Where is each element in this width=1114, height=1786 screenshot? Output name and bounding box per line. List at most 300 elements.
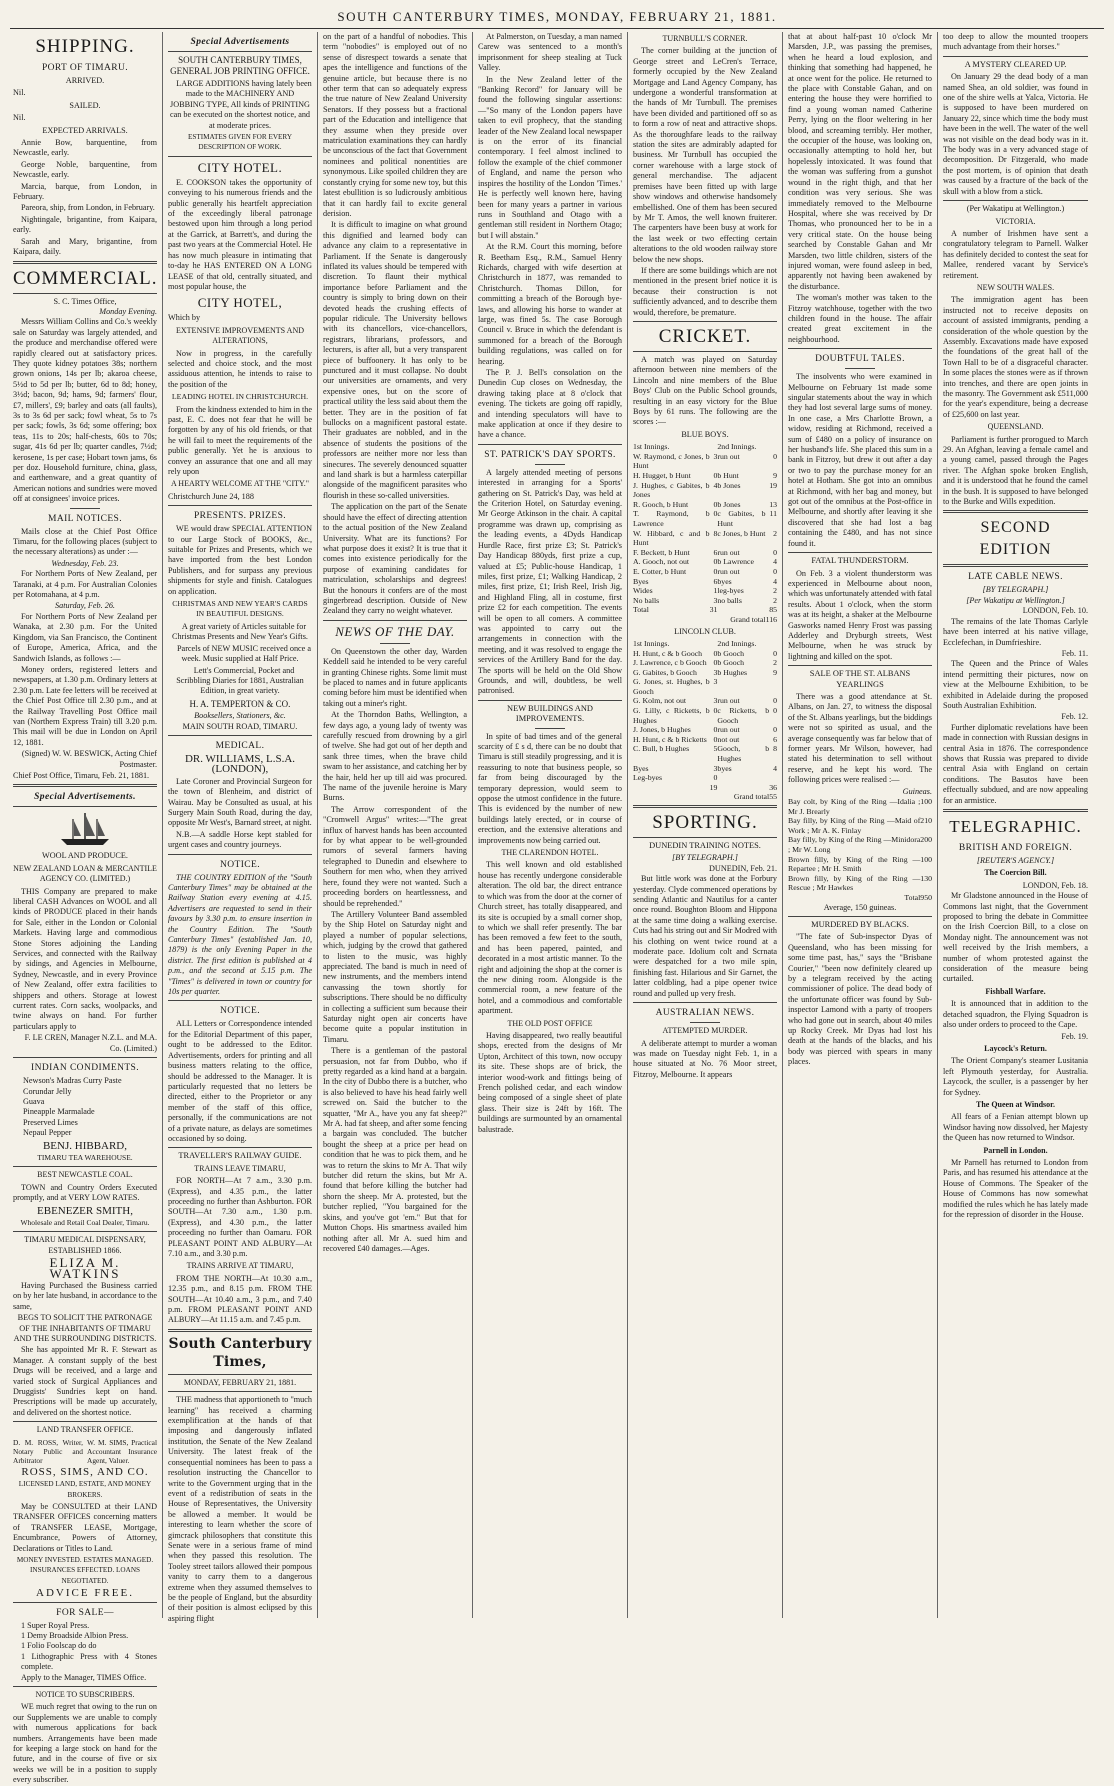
forsale-list [13, 1621, 157, 1673]
hibbard-name: BENJ. HIBBARD, [42, 1139, 128, 1152]
victoria-heading: VICTORIA. [995, 216, 1036, 226]
table-cell: H. Hunt, c & b Gooch [633, 648, 703, 658]
columns [8, 32, 1106, 1785]
laycock-heading: Laycock's Return. [984, 1043, 1047, 1053]
job-printing-heading: SOUTH CANTERBURY TIMES, GENERAL JOB PRINTING OFFICE. [170, 55, 310, 76]
cable-date: Feb. 12. [1061, 712, 1088, 722]
table-cell: Brown filly, by King of the Ring —Repartee ; Mr H. Smith [788, 854, 921, 874]
divider [13, 1231, 157, 1232]
city-hotel-body-3: From the kindness extended to him in the past, E. C. does not fear that he will be forgotten by any of his old friends, or that he will fail to meet the requirements of the public generally. Yet he is anxious to convey an assurance that one and all may rely upon [168, 404, 312, 476]
table-cell: b Gooch [717, 658, 745, 668]
mail-saturday: Saturday, Feb. 26. [55, 601, 115, 611]
laycock-body: The Orient Company's steamer Lusitania left Plymouth yesterday, for Australia. Laycock, the sculler, is a passenger by her for Sydney. [943, 1056, 1088, 1097]
table-cell: 3 [713, 595, 718, 605]
table-cell: Wides [633, 586, 653, 596]
table-cell: 0 [713, 658, 718, 668]
mail-money: Money orders, registered letters and newspapers, at 1.30 p.m. Ordinary letters at 2.30 p.m. Late fee letters will be received at the Chief Post Office till 2.30 p.m., and at the Railway Travelling Post Office mail van (Northern Express Train) till 3.20 p.m. This mail will be due in London on April 12, 1881. [13, 664, 157, 747]
table-cell: b Hunt [717, 471, 739, 480]
turnbull-heading: TURNBULL'S CORNER. [662, 34, 748, 43]
news-paragraph: At the Thorndon Baths, Wellington, a few days ago, a young lady of twenty was carefully rescued from drowning by a girl of twelve. She had got out of her depth and sank three times, when the brave child swam to her assistance, and catching her by the hair, held her up till aid was procured. The name of the juvenile heroine is Mary Burns. [323, 710, 467, 803]
murdered-by-blacks-heading: MURDERED BY BLACKS. [811, 919, 909, 929]
thunderstorm-heading: FATAL THUNDERSTORM. [811, 556, 909, 566]
coercion-heading: The Coercion Bill. [984, 868, 1047, 878]
table-cell: Gooch, b Hughes [717, 744, 770, 764]
divider [168, 1000, 312, 1001]
table-cell: Grand total [730, 614, 766, 624]
table-cell: 55 [769, 792, 777, 802]
table-cell: 0 [713, 648, 718, 658]
mail-heading: MAIL NOTICES. [48, 513, 122, 524]
table-cell: 0 [713, 725, 718, 735]
column-5 [628, 32, 783, 1618]
yearling-sale-rows [788, 797, 932, 893]
watkins-body: Having Purchased the Business carried on by her late husband, in accordance to the same, [13, 1281, 157, 1311]
divider [168, 1374, 312, 1375]
australian-news-heading: AUSTRALIAN NEWS. [655, 1008, 755, 1019]
divider [13, 1686, 157, 1687]
column-1 [8, 32, 163, 1785]
land-body: May be CONSULTED at their LAND TRANSFER OFFICES concerning matters of TRANSFER LEASE, Mortgage, Encumbrance, Powers of Attorney, Declarations or Titles to Land. [13, 1501, 157, 1553]
british-foreign-heading: BRITISH AND FOREIGN. [958, 843, 1073, 853]
country-edition-notice: THE COUNTRY EDITION of the "South Canterbury Times" may be obtained at the Railway Station every evening at 4.15. Advertisers are requested to send in their favours by 3.30 p.m. to ensure insertion in the Country Edition. The "South Canterbury Times" (established Jan. 10, 1879) is the only Evening Paper in the district. The first edition is published at 4 p.m., and the second at 5.15 p.m. The "Times" is delivered in town or country for 10s per quarter. [168, 872, 312, 997]
table-row [633, 481, 777, 500]
arrived-text: Nil. [13, 88, 26, 98]
mail-body: Mails close at the Chief Post Office Timaru, for the following places (subject to the necessary alterations) as under :— [13, 526, 157, 557]
table-cell: 4 [713, 480, 718, 490]
table-cell: 3 [713, 696, 718, 706]
table-cell: b Gooch [717, 648, 745, 658]
table-row [633, 557, 777, 567]
table-cell: 0 [773, 566, 777, 576]
turnbull-body-2: If there are some buildings which are not mentioned in the present brief notice it is because their construction is not sufficiently advanced, and to describe them would, therefore, be premature. [633, 265, 777, 317]
dunedin-body: But little work was done at the Forbury yesterday. Clyde commenced operations by sending Atlantic and Nautilus for a canter once round. Boughton Bloom and Hippona at the same time doing a walking exercise. Cuts had his string out and Sir Modred with his clothing on went twice round at a moderate pace. Idolium colt and Scrnata were despatched for a two mile spin, finishing fast. Hilarious and Sir Garnet, the latter coldbling, had a pipe opener twice round and pulled up very fresh. [633, 874, 777, 998]
cricket-heading: CRICKET. [658, 325, 752, 347]
table-cell [769, 773, 777, 783]
table-cell: C. Bull, b Hughes [633, 744, 690, 754]
divider [943, 56, 1088, 57]
ship-icon [57, 811, 113, 847]
divider [13, 784, 157, 787]
table-cell: 0 [773, 725, 777, 735]
divider [845, 368, 875, 369]
presents-heading: PRESENTS. PRIZES. [193, 511, 287, 522]
notice-subscribers-heading: NOTICE TO SUBSCRIBERS. [35, 1690, 135, 1699]
forsale-apply: Apply to the Manager, TIMES Office. [21, 1672, 147, 1682]
table-cell: J. Jones, b Hughes [633, 725, 691, 735]
mail-wednesday-body: For Northern Ports of New Zealand, per Taranaki, at 4 p.m. For Australian Colonies per Rotomahana, at 4 p.m. [13, 569, 157, 600]
table-cell: 9 [773, 471, 777, 480]
table-header [633, 639, 777, 649]
table-cell: H. Hugget, b Hunt [633, 471, 691, 480]
trains-arrive-body: FROM THE NORTH—At 10.30 a.m., 12.35 p.m., and 8.15 p.m. FROM THE SOUTH—At 10.40 a.m., 3 p.m., and 7.40 p.m. FROM PLEASANT POINT AND ALBURY—At 11.15 a.m. and 7.45 p.m. [168, 1273, 312, 1325]
blue-boys-scorecard [633, 442, 777, 624]
news-paragraph: There is a gentleman of the pastoral persuasion, not far from Dubbo, who if pretty regarded as a kind hand at a bargain. In the city of Dubbo there is a butcher, who is also believed to have his head fairly well screwed on. Said the butcher to the squatter, "Mr A., have you any fat sheep?" Mr A. had fat sheep, and after some fencing a bargain was concluded. The butcher bought the sheep at a price per head on condition that he was to pick them, and he was to return the skins to Mr A. That wily butcher did return the skins, but Mr A. found that before killing the butcher had shorn the sheep. Mr A. protested, but the butcher replied, "You bargained for the skins, and you've got 'em." But that for Mutton Chops. His smartness availed him nothing after all. Mr A. sued him and recovered £40 damages.—Ages. [323, 1046, 467, 1253]
parnell-heading: Parnell in London. [983, 1145, 1048, 1155]
table-header [633, 442, 777, 452]
table-row [633, 783, 777, 793]
table-cell: run out [717, 566, 740, 576]
land-money: MONEY INVESTED. ESTATES MANAGED. INSURANCES EFFECTED. LOANS NEGOTIATED. [16, 1555, 154, 1585]
railway-guide-heading: TRAVELLER'S RAILWAY GUIDE. [178, 1151, 302, 1161]
table-cell: Byes [633, 763, 649, 773]
table-cell: 8 [773, 744, 777, 754]
letts-notice: Lett's Commercial, Pocket and Scribbling Diaries for 1881, Australian Edition, in great variety. [176, 665, 304, 696]
warfare-heading: Fishball Warfare. [985, 986, 1046, 996]
divider [380, 643, 410, 644]
city-hotel-which: Which by [168, 313, 201, 323]
table-row [633, 577, 777, 587]
table-cell: No balls [633, 595, 660, 605]
xmas-cards-body: A great variety of Articles suitable for Christmas Presents and New Year's Gifts. [172, 621, 308, 642]
city-hotel-body: E. COOKSON takes the opportunity of conveying to his numerous friends and the public generally his heartfelt appreciation of the exceedingly liberal patronage bestowed upon him through a long period at the Garrick, at Barrett's, and during the past two years at the Commercial Hotel. He has now much pleasure in intimating that to-day he HAS ENTERED ON A LONG LEASE of that old, centrally situated, and most popular house, the [168, 177, 312, 291]
table-cell: R. Gooch, b Hunt [633, 499, 689, 509]
second-edition-heading: SECOND EDITION [979, 519, 1052, 559]
yearling-sale-table [788, 797, 932, 903]
advice-free: ADVICE FREE. [36, 1587, 134, 1600]
table-cell: 100 [920, 797, 932, 807]
divider [478, 700, 622, 701]
table-cell [633, 783, 710, 793]
city-hotel-extensions: EXTENSIVE IMPROVEMENTS AND ALTERATIONS, [176, 325, 304, 346]
table-row [788, 797, 932, 816]
table-cell: byes [717, 763, 732, 773]
table-cell: 0 [713, 471, 718, 480]
table-cell: Total [633, 605, 649, 615]
mystery-body: On January 29 the dead body of a man named Shea, an old soldier, was found in one of the shire wells at Yalca, Victoria. He is supposed to have been murdered on January 22, since which time the body must have been in the well. The water of the well was not visible on the dead body was in it. The body was in a very advanced stage of decomposition. Dr Fitzgerald, who made the post mortem, is of opinion that death was caused by a fracture of the back of the skull with a blow from a stick. [943, 72, 1088, 196]
list-item: Guava [23, 1096, 45, 1106]
table-cell: 13 [769, 499, 777, 509]
commercial-date: Monday Evening. [99, 306, 157, 316]
table-row [633, 529, 777, 548]
table-cell: Bay filly, by King of the Ring —Maid of Work ; Mr A. K. Finlay [788, 816, 921, 835]
williams-name: DR. WILLIAMS, L.S.A. (LONDON), [184, 752, 296, 776]
list-item: Nepaul Pepper [23, 1128, 72, 1138]
table-cell [717, 783, 769, 793]
table-cell: c Jones, b Hunt [717, 528, 766, 538]
table-cell: 0 [713, 706, 718, 716]
dunedin-date: DUNEDIN, Feb. 21. [709, 863, 777, 873]
table-cell: 19 [709, 782, 718, 792]
clarendon-heading: THE CLARENDON HOTEL. [501, 848, 599, 858]
divider [535, 728, 565, 729]
table-cell: G. Jones, st. Hughes, b Gooch [633, 677, 710, 696]
expected-item: Marcia, barque, from London, in February. [13, 181, 157, 202]
editorial-paragraph: The application on the part of the Senate should have the effect of directing attention to the actual position of the New Zealand University. What are its functions? For what purpose does it exist? It is true that it comes into existence periodically for the purpose of examining candidates for matriculation, scholarships and degrees! But the honours it confers are of the most gingerbread description. Outside of New Zealand they carry no weight whatever. [323, 502, 467, 616]
table-cell: 8 [713, 528, 718, 538]
coercion-date: LONDON, Feb. 18. [1022, 880, 1088, 890]
table-cell: 11 [769, 509, 777, 519]
table-row [633, 500, 777, 510]
telegraph-credit: [BY TELEGRAPH.] [982, 585, 1049, 595]
table-cell: 31 [709, 605, 718, 615]
buildings-heading: NEW BUILDINGS AND IMPROVEMENTS. [507, 703, 593, 724]
dunedin-heading: DUNEDIN TRAINING NOTES. [649, 841, 761, 850]
ross-sims-name: ROSS, SIMS, AND CO. [21, 1465, 149, 1478]
list-item: Preserved Limes [23, 1117, 78, 1127]
watkins-body-3: She has appointed Mr R. F. Stewart as Manager. A constant supply of the best Drugs will be received, and a large and varied stock of Surgical Appliances and Druggists' Sundries kept on hand. Prescriptions will be made up accurately, and delivered on the shortest notice. [13, 1345, 157, 1417]
masthead: SOUTH CANTERBURY TIMES, MONDAY, FEBRUARY 21, 1881. [10, 6, 1104, 29]
lincoln-scorecard [633, 639, 777, 802]
blue-boys-heading: BLUE BOYS. [681, 429, 729, 439]
table-cell: 0 [773, 696, 777, 706]
st-patricks-body: A largely attended meeting of persons interested in arranging for a Sports' gathering on St. Patrick's Day, was held at the Criterion Hotel, on Saturday evening. Mr George Atkinson in the chair. A capital programme was drawn up, comprising as the leading events, a 4Dyds Handicap Hurdle Race, first prize £3; St. Patrick's Day Handicap 880yds, first prize a cup, valued at £5; Public-house Handicap, 1 miles, first prize, £1; Walking Handicap, 2 miles, first prize, £1; Irish Reel, Irish Jig, and Highland Fling, all in costume, first prize £2 for each competition. The events will be open to all comers. A committee was appointed to carry out the arrangements in connection with the meeting, and it was resolved to engage the services of the Artillery Band for the day. The sports will be held on the Old Show Grounds, and will, doubtless, be well patronised. [478, 467, 622, 696]
attempted-murder-heading: ATTEMPTED MURDER. [662, 1026, 748, 1036]
williams-body: Late Coroner and Provincial Surgeon for the town of Blenheim, and district of Wairau. May be Consulted as usual, at his Surgery Main South Road, during the day, opposite Mr West's, Barnard street, at night. [168, 776, 312, 828]
table-row [633, 615, 777, 625]
table-cell: 116 [765, 614, 777, 624]
table-cell: 0 [713, 773, 718, 783]
queen-body: All fears of a Fenian attempt blown up Windsor having now dissolved, her Majesty the Queen has now returned to Windsor. [943, 1112, 1088, 1143]
mail-saturday-body: For Northern Ports of New Zealand per Wanaka, at 2.30 p.m. For the United Kingdom, via San Francisco, the Continent of Europe, America, Africa, and the Sandwich Islands, as follows :— [13, 611, 157, 663]
table-cell: 36 [769, 782, 777, 792]
dispensary-heading: TIMARU MEDICAL DISPENSARY, ESTABLISHED 1866. [24, 1235, 146, 1255]
notice-heading: NOTICE. [219, 859, 260, 870]
divider [788, 665, 932, 666]
city-hotel-welcome: A HEARTY WELCOME AT THE "CITY." [170, 479, 310, 489]
table-cell: run out [717, 547, 740, 557]
list-item: Pineapple Marmalade [23, 1107, 95, 1117]
telegraph-credit: [BY TELEGRAPH.] [672, 853, 738, 863]
table-cell: 0 [713, 566, 718, 576]
murdered-by-blacks-body: "The fate of Sub-inspector Dyas of Queensland, who has been missing for some time past, has," says the "Brisbane Courier," "been now definitely cleared up by a telegram received by the acting commissioner of police. The dead body of the unfortunate officer was found by Sub-inspector Lamond with a party of troopers who had gone out in search, about 40 miles up Rocky Creek. Mr Dyas had lost his death at the hands of the blacks, and his body was pierced with spears in many places. [788, 932, 932, 1067]
table-row [633, 596, 777, 606]
divider [168, 735, 312, 736]
table-cell: Bay colt, by King of the Ring —Idalia ; Mr J. Brearly [788, 797, 921, 816]
city-hotel-date: Christchurch June 24, 188 [168, 491, 254, 501]
table-row [633, 658, 777, 668]
table-cell: 6 [713, 547, 718, 557]
table-cell: byes [717, 576, 732, 586]
divider [168, 1391, 312, 1392]
reuters-credit: [REUTER'S AGENCY.] [976, 856, 1055, 865]
table-cell: H. Hunt, c & b Ricketts [633, 734, 707, 744]
williams-nb: N.B.—A saddle Horse kept stabled for urgent cases and country journeys. [168, 829, 312, 850]
divider [943, 564, 1088, 567]
divider [13, 1421, 157, 1422]
divider [70, 508, 100, 509]
divider [13, 1166, 157, 1167]
divider [788, 552, 932, 553]
cricket-body: A match was played on Saturday afternoon between nine members of the Lincoln and nine members of the Blue Boys' Club on the Public School grounds, resulting in an easy victory for the Blue Boys by 61 runs. The following are the scores :— [633, 354, 777, 427]
table-cell [717, 605, 765, 615]
table-cell: run out [717, 725, 740, 735]
murder-continued-2: The woman's mother was taken to the Fitzroy watchhouse, together with the two children found in the house. The affair created great excitement in the neighbourhood. [788, 293, 932, 344]
expected-item: Nightingale, brigantine, from Kaipara, early. [13, 214, 157, 235]
wakatipu-credit-2: [Per Wakatipu at Wellington.] [966, 595, 1065, 605]
table-cell: 3 [713, 451, 718, 461]
job-printing-estimates: ESTIMATES GIVEN FOR EVERY DESCRIPTION OF WORK. [187, 133, 293, 152]
expected-item: Annie Bow, barquentine, from Newcastle, early. [13, 138, 157, 158]
table-cell: 9 [773, 667, 777, 677]
sailed-label: SAILED. [69, 100, 101, 110]
table-row [788, 874, 932, 893]
table-cell: T. Raymond, b Lawrence [633, 509, 710, 528]
indian-heading: INDIAN CONDIMENTS. [31, 1063, 139, 1074]
table-cell: 950 [920, 892, 932, 902]
cable-date: LONDON, Feb. 10. [1022, 606, 1088, 616]
divider [478, 444, 622, 445]
coal-heading: BEST NEWCASTLE COAL. [37, 1170, 133, 1180]
news-paragraph: At the R.M. Court this morning, before R. Beetham Esq., R.M., Samuel Henry Richards, charged with wife desertion at Christchurch in 1877, was remanded to Christchurch. Thomas Dillon, for committing a breach of the Borough bye-laws, and allowing his horse to wander at large, was fined 5s. The case Borough Council v. Bruce in which the defendant is summoned for a breach of the Borough building regulations, was called on for hearing. [478, 242, 622, 366]
table-cell: leg-byes [717, 586, 744, 596]
table-cell: 2 [773, 658, 777, 668]
table-cell: 2 [773, 586, 777, 596]
notice-subscribers-body: WE much regret that owing to the run on our Supplements we are unable to comply with numerous applications for back numbers. Arrangements have been made for keeping a large stock on hand for the future, and in the course of five or six weeks we will be in a position to supply every subscriber. [13, 1702, 157, 1785]
guineas-label: Guineas. [902, 786, 932, 796]
queen-heading: The Queen at Windsor. [976, 1099, 1055, 1109]
victoria-body: A number of Irishmen have sent a congratulatory telegram to Parnell. Walker has definitely decided to contest the seat for Mallee, rendered vacant by Service's retirement. [943, 228, 1088, 280]
warfare-body: It is announced that in addition to the detached squadron, the Flying Squadron is also under orders to proceed to the Cape. [943, 999, 1088, 1030]
table-cell: 0 [773, 547, 777, 557]
buildings-body: In spite of bad times and of the general scarcity of £ s d, there can be no doubt that Timaru is still steadily progressing, and it is reassuring to note that business people, so far from being discouraged by the temporary depression, would seem to oppose the utmost confidence in the future. This is evidenced by the number of new buildings lately erected, or in course of erection, and the extensive alterations and improvements now being carried out. [478, 731, 622, 845]
divider [690, 1022, 720, 1023]
divider [633, 837, 777, 838]
murder-continued: that at about half-past 10 o'clock Mr Marsden, J.P., was passing the premises, when he heard a loud explosion, and thinking that something had happened, he at once went for the police. He returned to the place with Constable Gahan, and on entering the house they were horrified to find a young woman named Catherine Perry, lying on the floor weltering in her blood, and screaming terribly. Her mother, the occupier of the house, was looking on, occasionally attempting to hold her, but hopelessly intoxicated. It was found that the woman was suffering from a gunshot wound in the right thigh, and that her condition was very serious. She was immediately removed to the Melbourne Hospital, where she was received by Dr Thomas, who pronounced her to be in a very critical state. On the house being searched by Constable Gahan and Mr Marsden, two little children, sisters of the injured woman, were found asleep in bed, apparently not having been awakened by the disturbance. [788, 32, 932, 291]
divider [13, 806, 157, 807]
table-cell: 2 [773, 595, 777, 605]
list-item: 1 Folio Foolscap do do [21, 1641, 97, 1651]
table-row [633, 677, 777, 696]
queensland-heading: QUEENSLAND. [987, 422, 1044, 432]
table-cell: 1 [713, 586, 718, 596]
divider [943, 510, 1088, 513]
table-row [633, 452, 777, 471]
table-cell: 100 [920, 854, 932, 864]
table-cell: not out [717, 734, 740, 744]
mystery-heading: A MYSTERY CLEARED UP. [964, 59, 1067, 69]
parnell-body: Mr Parnell has returned to London from Paris, and has resumed his attendance at the House of Commons. The Speaker of the House of Commons has now somewhat modified the rules which he has lately made for the repression of disorder in the House. [943, 1157, 1088, 1219]
wakatipu-credit: (Per Wakatipu at Wellington.) [966, 204, 1065, 214]
table-cell: 0 [773, 706, 777, 716]
land-partners [13, 1438, 157, 1465]
clarendon-body: This well known and old established house has recently undergone considerable alteration. The old bar, the direct entrance to which was from the door at the corner of Church street, has totally disappeared, and its site is occupied by a small corner shop, to which we shall refer presently. The bar has been removed a few feet to the south, and has been papered, painted, and decorated in a most artistic manner. To the right and adjoining the shop at the corner is the new dining room. Alongside is the commercial room, a new feature of the hotel, and a commodious and comfortable apartment. [478, 860, 622, 1016]
coercion-body: Mr Gladstone announced in the House of Commons last night, that the Government proposed to bring the debate in Committee on the Irish Coercion Bill, to a close on Monday night. The announcement was not well received by the Irish members, a number of whom protested against the consideration of the measure being curtailed. [943, 891, 1088, 984]
city-hotel-heading-2: CITY HOTEL, [197, 295, 283, 311]
attempted-murder-body: A deliberate attempt to murder a woman was made on Tuesday night Feb. 1, in a house situated at No. 76 Moor street, Fitzroy, Melbourne. It appears [633, 1038, 777, 1079]
wool-heading: WOOL AND PRODUCE. [42, 851, 128, 861]
table-cell: 3 [713, 667, 718, 677]
editorial-body: THE madness that apportioneth to "much learning" has received a charming exemplification at the hands of that imposing and dangerously inflated institution, the Senate of the New Zealand University. The latest freak of the consequential nominees has been to pass a resolution instructing the Chancellor to write to the Government urging that in the event of a redistribution of seats in the House of Representatives, the University be allowed a member. It would be interesting to learn whether the score of gimcrack philosophers that constitute this Senate were in a serious frame of mind when they passed this resolution. The Tooley street tailors allowed their pompous vanity to carry them to a dangerous extreme when they assumed themselves to be the people of England, but the absurdity of their position is almost eclipsed by this aspiring flight [168, 1395, 312, 1623]
column-7 [938, 32, 1093, 1618]
table-cell [717, 677, 769, 696]
table-cell: 200 [920, 835, 932, 845]
lincoln-rows [633, 649, 777, 783]
table-cell: 6 [713, 576, 718, 586]
table-cell: 4 [773, 763, 777, 773]
table-row [633, 509, 777, 528]
nameplate: South Canterbury Times, [168, 1335, 312, 1370]
table-cell: b Lawrence [717, 557, 754, 567]
divider [168, 1147, 312, 1148]
cable-body: Further diplomatic revelations have been made in connection with Russian designs in central Asia in 1876. The correspondence shows that Russia was prepared to divide central Asia with England on certain conditions. The Basutos have been effectually subdued, and are now appealing for an armistice. [943, 722, 1088, 805]
table-cell: 1st Innings. [633, 638, 670, 648]
doubtful-tales-body: The insolvents who were examined in Melbourne on February 1st made some singular statements about the way in which they had lost several large sums of money. In one case, a Mrs Charlotte Brown, a widow, residing at Richmond, received a sum of £480 on a policy of insurance on her husband's life. She placed this sum in a bank in Fitzroy, but drew it out after a day or two to pay the purchase money for an hotel at Hotham. She got into an omnibus at Richmond, with her bag and money, but got out of the omnibus at the Post-office in Melbourne, and shortly after leaving it she discovered that she had lost a bag containing the £480, and has not since found it. [788, 372, 932, 548]
divider [788, 916, 932, 917]
table-row [633, 696, 777, 706]
table-row [633, 605, 777, 615]
special-ads-heading: Special Advertisements. [34, 792, 136, 803]
blacks-continued: too deep to allow the mounted troopers much advantage from their horses." [943, 32, 1088, 52]
table-cell: J. Lawrence, c b Gooch [633, 658, 707, 668]
table-cell: no balls [717, 595, 742, 605]
table-cell: Grand total [733, 792, 770, 802]
late-cable-heading: LATE CABLE NEWS. [968, 572, 1063, 583]
list-item: 1 Demy Broadside Albion Press. [21, 1630, 129, 1640]
list-item: Newson's Madras Curry Paste [23, 1076, 122, 1086]
table-row [788, 893, 932, 903]
trains-leave-heading: TRAINS LEAVE TIMARU, [194, 1163, 286, 1173]
table-row [633, 764, 777, 774]
st-patricks-heading: ST. PATRICK'S DAY SPORTS. [484, 449, 616, 460]
shipping-heading: SHIPPING. [35, 36, 135, 57]
editorial-paragraph: It is difficult to imagine on what ground this dignified and learned body can advance any claim to a representative in Parliament. If the Senate is dangerously inflated its values should be tempered with discretion. To flaunt their mythical importance before Parliament and the country is simply to bring down on their devoted heads the crushing effects of popular ridicule. The University bellows with its chancellors, vice-chancellors, registrars, librarians, professors, and lecturers, is after all, but a very transparent piece of buffoonery. It has only to be punctured and it must collapse. No doubt our universities are ornaments, and very expensive ones, but on the score of practical utility the less said about them the better. They are in the position of fat bullocks on a magnificent pastoral estate. Their graduates are nobbled, and in the absence of students the positions of the professors are neither more nor less than sinecures. The severely denounced squatter and land shark is but a harmless caterpillar alongside of the magnificent parasites who flourish in these so-called universities. [323, 220, 467, 500]
table-row [633, 567, 777, 577]
special-ads-heading: Special Advertisements [190, 37, 290, 47]
mail-wednesday: Wednesday, Feb. 23. [51, 558, 119, 568]
table-cell: 4 [773, 557, 777, 567]
divider [168, 1329, 312, 1332]
table-cell: 19 [769, 480, 777, 490]
table-cell: 3 [713, 677, 718, 687]
table-row [788, 855, 932, 874]
news-paragraph: On Queenstown the other day, Warden Keddell said he intended to be very careful in granting Chinese rights. Some limit must be placed to names and in future applicants coming before him must be identified when taking out a miner's right. [323, 646, 467, 708]
table-cell: run out [717, 451, 740, 461]
sporting-heading: SPORTING. [652, 812, 758, 833]
commercial-body: Messrs William Collins and Co.'s weekly sale on Saturday was largely attended, and the produce and merchandise offered were rapidly cleared out at satisfactory prices. They quote kidney potatoes 38s; northern grown onions, 14s per lb; akaroa cheese, 5½d to 5d per lb; butter, 6d to 8d; honey, 3½d; bacon, 9d; hams, 9d; farmers' flour, £7, millers', £9; barley and oats (all faults), 3s to 3s 6d per sack; fowl wheat, 5s to 7s per sack; fowls, 3s 6d; some offering; box teas, 11s to 20s; half-chests, 60s to 70s; sugar, 41s 6d per lb; quarter candles, 7½d; kerosene, 1s per case; Hobart town jams, 6s per doz. Household furniture, china, glass, and earthenware, and a great quantity of American notions and sundries were moved off at consignees' invoice prices. [13, 317, 157, 504]
indian-list [13, 1076, 157, 1138]
divider [13, 293, 157, 294]
telegraphic-heading: TELEGRAPHIC. [949, 817, 1082, 836]
news-paragraph: The Arrow correspondent of the "Cromwell Argus" writes:—"The great influx of harvest hands has been accounted for by what appear to be well-grounded rumors of several farmers having telegraphed to Dunedin and elsewhere to Southern for men who, when they arrived here, found they were not wanted. Such a proceeding borders on heartlessness, and should be reprehended." [323, 804, 467, 908]
nsw-heading: NEW SOUTH WALES. [976, 282, 1055, 292]
job-printing-body: LARGE ADDITIONS having lately been made to the MACHINERY AND JOBBING TYPE, All kinds of PRINTING can be executed on the shortest notice, and at moderate prices. [169, 79, 312, 130]
loan-signature: F. LE CREN, Manager N.Z.L. and M.A. Co. (Limited.) [24, 1033, 157, 1053]
smith-name: EBENEZER SMITH, [37, 1204, 133, 1217]
temperton-name: H. A. TEMPERTON & CO. [189, 698, 291, 709]
table-row [633, 706, 777, 725]
list-item: 1 Lithographic Press with 4 Stones complete. [21, 1651, 157, 1672]
old-post-office-body: Having disappeared, two really beautiful shops, erected from the designs of Mr Upton, Architect of this town, now occupy its site. These shops are of brick, the interior wood-work and fittings being of French polished cedar, and each window being composed of a single sheet of plate glass. Their size is 24ft by 16ft. The buildings are surmounted by an ornamental balustrade. [478, 1030, 622, 1134]
table-row [633, 471, 777, 481]
ross-credential: D. M. ROSS, Writer, Notary Public and Arbitrator [13, 1437, 83, 1465]
column-6 [783, 32, 938, 1618]
city-hotel-heading: CITY HOTEL. [197, 159, 283, 175]
table-cell: b Jones [717, 480, 741, 490]
divider [633, 351, 777, 352]
news-heading: NEWS OF THE DAY. [335, 623, 455, 639]
presents-body: WE would draw SPECIAL ATTENTION to our Large Stock of BOOKS, &c., suitable for Prizes and Presents, which we have imported from the best London Publishers, and for surpass any previous shipments for style and finish. Catalogues on application. [168, 524, 312, 596]
table-cell: W. Raymond, c Jones, b Hunt [633, 451, 710, 471]
watkins-name: ELIZA M. WATKINS [49, 1255, 121, 1281]
table-cell: E. Cotter, b Hunt [633, 566, 687, 576]
column-2 [163, 32, 318, 1623]
land-heading: LAND TRANSFER OFFICE. [36, 1425, 134, 1435]
medical-heading: MEDICAL. [215, 740, 265, 751]
lincoln-heading: LINCOLN CLUB. [674, 626, 736, 636]
divider [633, 805, 777, 808]
coal-body: TOWN and Country Orders Executed promptly, and at VERY LOW RATES. [13, 1182, 157, 1203]
table-cell: b Jones [717, 499, 741, 509]
old-post-office-heading: THE OLD POST OFFICE [507, 1018, 593, 1028]
sailed-text: Nil. [13, 113, 26, 123]
table-cell: G. Lilly, c Ricketts, b Hughes [633, 706, 710, 725]
table-cell: 210 [920, 816, 932, 826]
divider [633, 321, 777, 322]
divider [13, 261, 157, 264]
table-cell: run out [717, 696, 740, 706]
loan-body: THIS Company are prepared to make liberal CASH Advances on WOOL and all kinds of PRODUCE placed in their hands for Sale, either in the London or Colonial Markets. Having large and commodious Stone Stores adjoining the Landing Services, and connected with the Railway by sidings, and Agencies in Melbourne, Sydney, Newcastle, and in every Province of New Zealand, offer extra facilities to shippers and others. Storage at lowest current rates. Corn sacks, woolpacks, and twine always on hand. For further particulars apply to [13, 886, 157, 1031]
blue-boys-rows [633, 452, 777, 606]
